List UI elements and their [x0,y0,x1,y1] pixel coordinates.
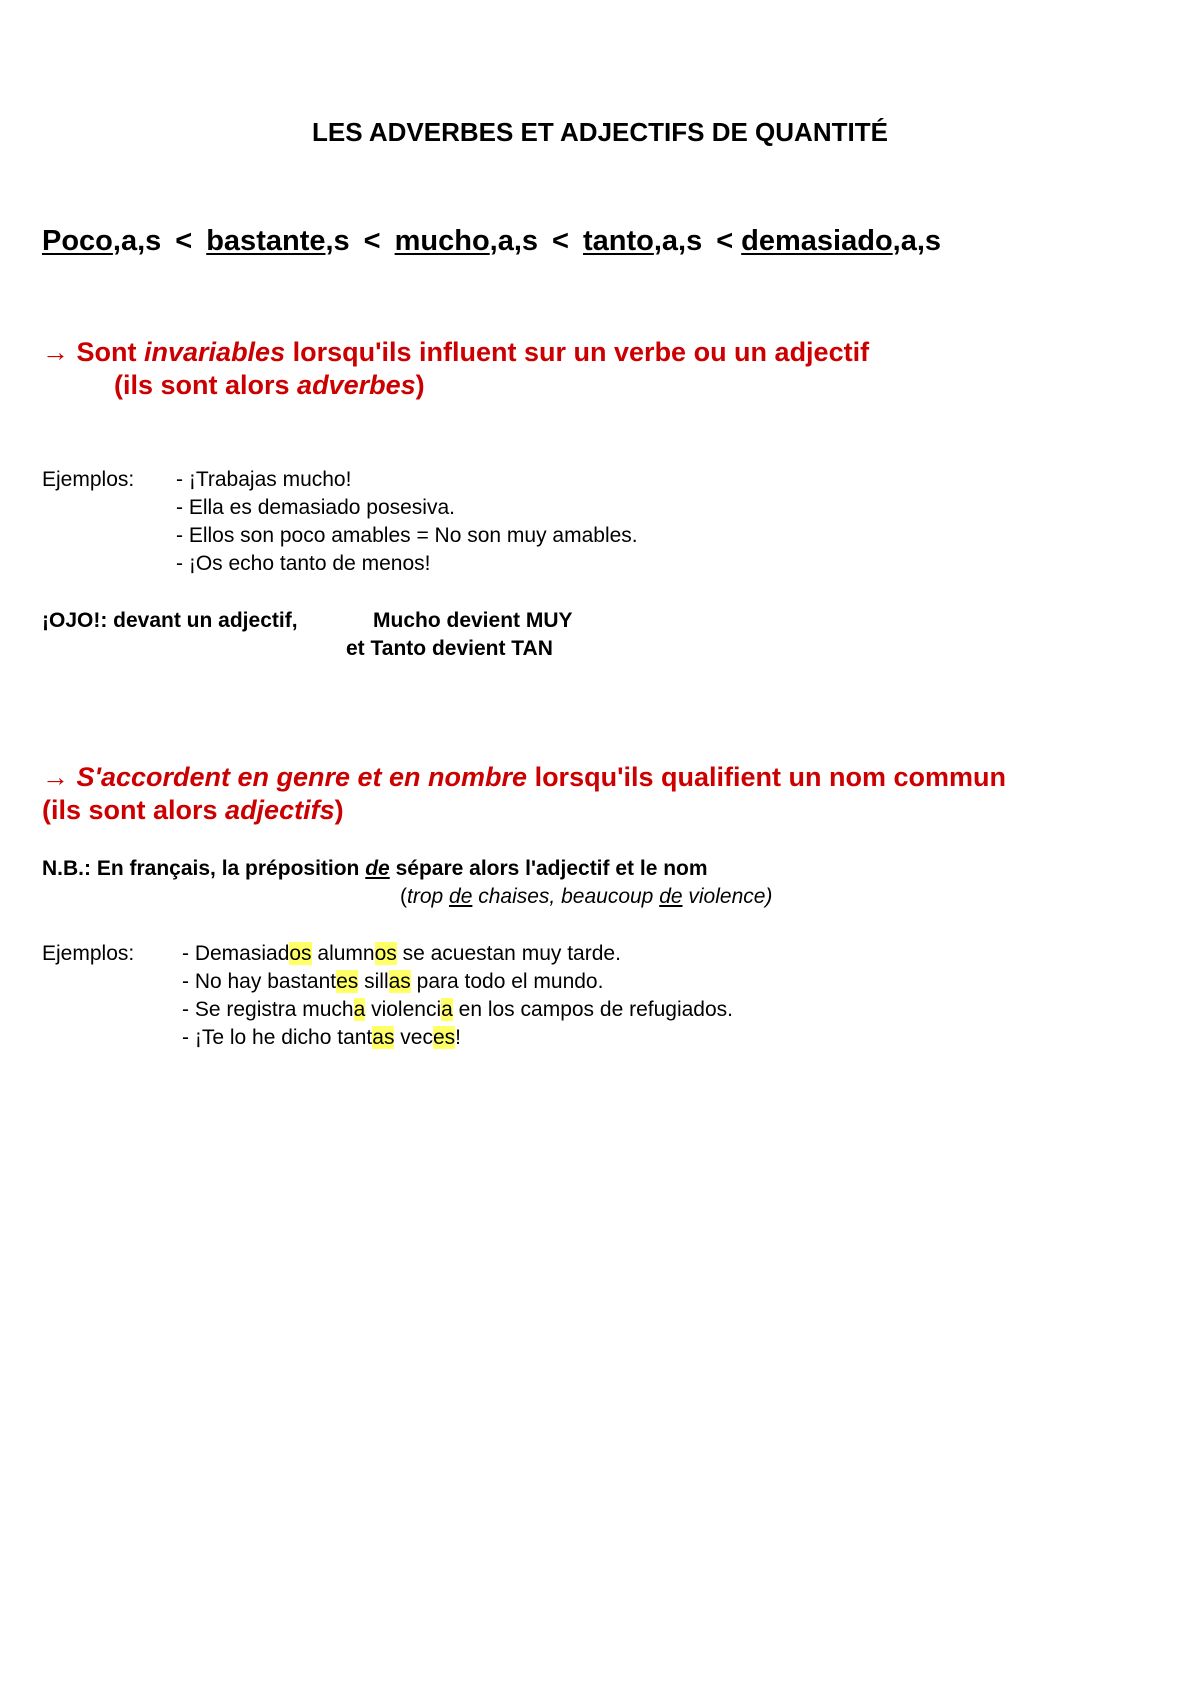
agreement-highlight: as [372,1026,395,1049]
example-line: - ¡Trabajas mucho! [176,468,352,491]
ojo-rule-1: Mucho devient MUY [373,609,573,632]
agreement-highlight: a [441,998,453,1021]
scale-suffix: ,a,s [653,225,703,257]
example-line: - Demasiados alumnos se acuestan muy tarde. [182,942,621,965]
scale-suffix: ,a,s [489,225,539,257]
section2-heading-line2: (ils sont alors adjectifs) [42,795,344,825]
scale-separator: < [716,225,734,257]
scale-word-mucho: mucho [394,225,490,257]
scale-separator: < [363,225,381,257]
ojo-rule-2: et Tanto devient TAN [346,637,553,660]
agreement-highlight: es [432,1026,456,1049]
example-line: - ¡Os echo tanto de menos! [176,552,431,575]
nb-note: N.B.: En français, la préposition de sépare alors l'adjectif et le nom [42,857,708,880]
arrow-icon: → [42,762,69,792]
section1-heading-line2: (ils sont alors adverbes) [114,370,425,400]
example-line: - ¡Te lo he dicho tantas veces! [182,1026,462,1049]
agreement-highlight: a [353,998,366,1021]
scale-word-demasiado: demasiado [741,225,893,257]
agreement-highlight: os [289,942,312,965]
scale-suffix: ,a,s [112,225,162,257]
agreement-highlight: os [374,942,397,965]
example-line: - Se registra mucha violencia en los campos de refugiados. [182,998,733,1021]
scale-suffix: ,a,s [892,225,942,257]
examples1-label: Ejemplos: [42,468,135,491]
section1-heading-line1: → Sont invariables lorsqu'ils influent sur un verbe ou un adjectif [42,337,870,367]
ojo-label: ¡OJO!: devant un adjectif, [42,609,298,632]
example-line: - Ella es demasiado posesiva. [176,496,455,519]
arrow-icon: → [42,337,69,367]
scale-separator: < [175,225,193,257]
examples2-label: Ejemplos: [42,942,135,965]
scale-separator: < [552,225,569,257]
nb-example: (trop de chaises, beaucoup de violence) [400,885,773,908]
scale-word-bastante: bastante [206,225,326,257]
page-title: LES ADVERBES ET ADJECTIFS DE QUANTITÉ [312,117,888,147]
scale-word-tanto: tanto [582,225,654,257]
scale-word-poco: Poco [42,225,113,257]
section2-heading-line1: → S'accordent en genre et en nombre lorsqu'ils qualifient un nom commun [42,762,1006,792]
agreement-highlight: es [336,970,359,993]
example-line: - No hay bastantes sillas para todo el mundo. [182,970,604,993]
agreement-highlight: as [388,970,411,993]
quantity-scale [42,225,941,258]
example-line: - Ellos son poco amables = No son muy amables. [176,524,638,547]
scale-suffix: ,s [325,225,350,257]
